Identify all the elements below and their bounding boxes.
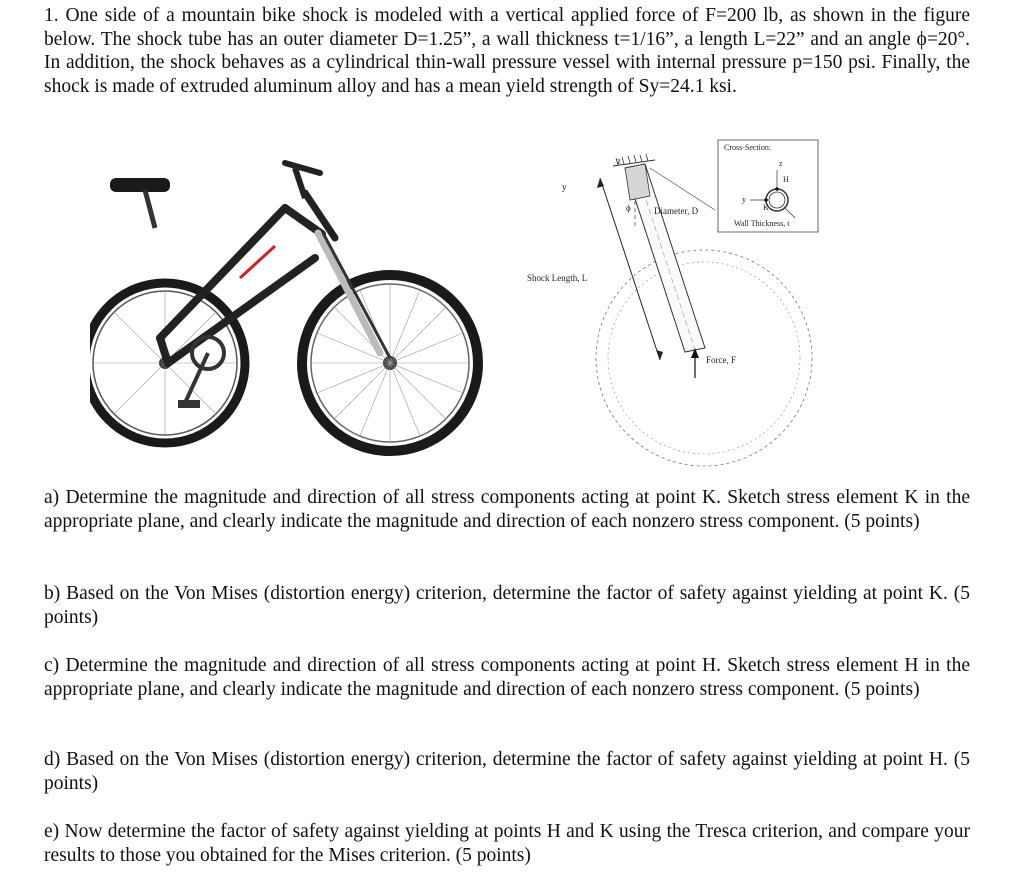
question-d: d) Based on the Von Mises (distortion energy) criterion, determine the factor of safety against yielding at point H. (5 points) [44, 749, 970, 794]
question-c: c) Determine the magnitude and direction of all stress components acting at point H. Sketch stress element H in the appropriate plane, and clearly indicate the magnitude and direction of each nonzero stress component. (5 points) [44, 655, 970, 700]
problem-statement [44, 4, 970, 98]
force-label: Force, F [706, 355, 736, 365]
problem-intro: One side of a mountain bike shock is modeled with a vertical applied force of F=200 lb, as shown in the figure below. The shock tube has an outer diameter D=1.25”, a wall thickness t=1/16”, a length L=22” and an angle ϕ=20°. In addition, the shock behaves as a cylindrical thin-wall pressure vessel with internal pressure p=150 psi. Finally, the shock is made of extruded aluminum alloy and has a mean yield strength of Sy=24.1 ksi. [44, 5, 971, 97]
bicycle-illustration [90, 163, 478, 451]
shock-length-label: Shock Length, L [527, 273, 588, 283]
question-a: a) Determine the magnitude and direction of all stress components acting at point K. Sketch stress element K in the appropriate plane, and clearly indicate the magnitude and direction of each nonzero stress component. (5 points) [44, 487, 970, 532]
problem-number: 1. [44, 5, 59, 26]
z-axis-label: z [617, 156, 621, 166]
shock-diagram [527, 140, 818, 466]
question-b: b) Based on the Von Mises (distortion energy) criterion, determine the factor of safety against yielding at point K. (5 points) [44, 583, 970, 628]
wall-thickness-label: Wall Thickness, t [734, 219, 790, 228]
cross-section-z-label: z [779, 159, 783, 168]
cross-section-label: Cross-Section: [724, 143, 772, 152]
point-h-label: H [783, 175, 789, 184]
figure [90, 138, 830, 468]
question-e: e) Now determine the factor of safety against yielding at points H and K using the Tresca criterion, and compare your results to those you obtained for the Mises criterion. (5 points) [44, 821, 970, 866]
point-k-label: K [763, 203, 769, 212]
cross-section-y-label: y [742, 195, 746, 204]
diameter-label: Diameter, D [654, 206, 699, 216]
y-axis-label: y [562, 182, 567, 192]
phi-label: ϕ [626, 203, 631, 213]
